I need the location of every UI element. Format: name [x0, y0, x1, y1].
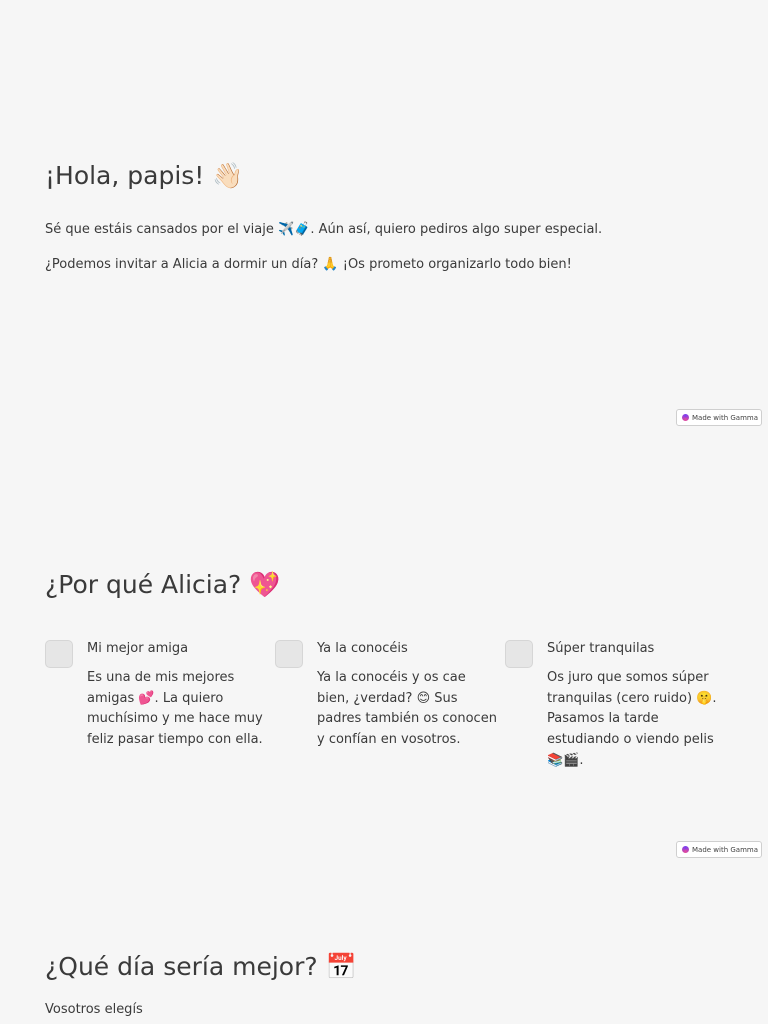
slide-title: ¿Por qué Alicia? 💖 — [45, 570, 281, 599]
slide-subtitle: Vosotros elegís — [45, 1002, 143, 1017]
slide-title: ¡Hola, papis! 👋🏻 — [45, 161, 244, 190]
badge-label: Made with Gamma — [692, 413, 759, 422]
card-title: Mi mejor amiga — [87, 641, 189, 656]
card-title: Ya la conocéis — [317, 641, 408, 656]
intro-paragraph: Sé que estáis cansados por el viaje ✈️🧳. Aún así, quiero pediros algo super especial. — [45, 222, 603, 237]
slide-title: ¿Qué día sería mejor? 📅 — [45, 952, 357, 981]
card-body: Ya la conocéis y os cae bien, ¿verdad? 😊 Sus padres también os conocen y confían en vosotros. — [317, 670, 497, 748]
request-paragraph: ¿Podemos invitar a Alicia a dormir un día? 🙏 ¡Os prometo organizarlo todo bien! — [45, 257, 572, 272]
card-body: Es una de mis mejores amigas 💕. La quiero muchísimo y me hace muy feliz pasar tiempo con ella. — [87, 670, 263, 748]
badge-label: Made with Gamma — [692, 845, 759, 854]
card-title: Súper tranquilas — [547, 641, 655, 656]
card-body: Os juro que somos súper tranquilas (cero ruido) 🤫. Pasamos la tarde estudiando o viendo pelis 📚🎬. — [547, 670, 717, 768]
